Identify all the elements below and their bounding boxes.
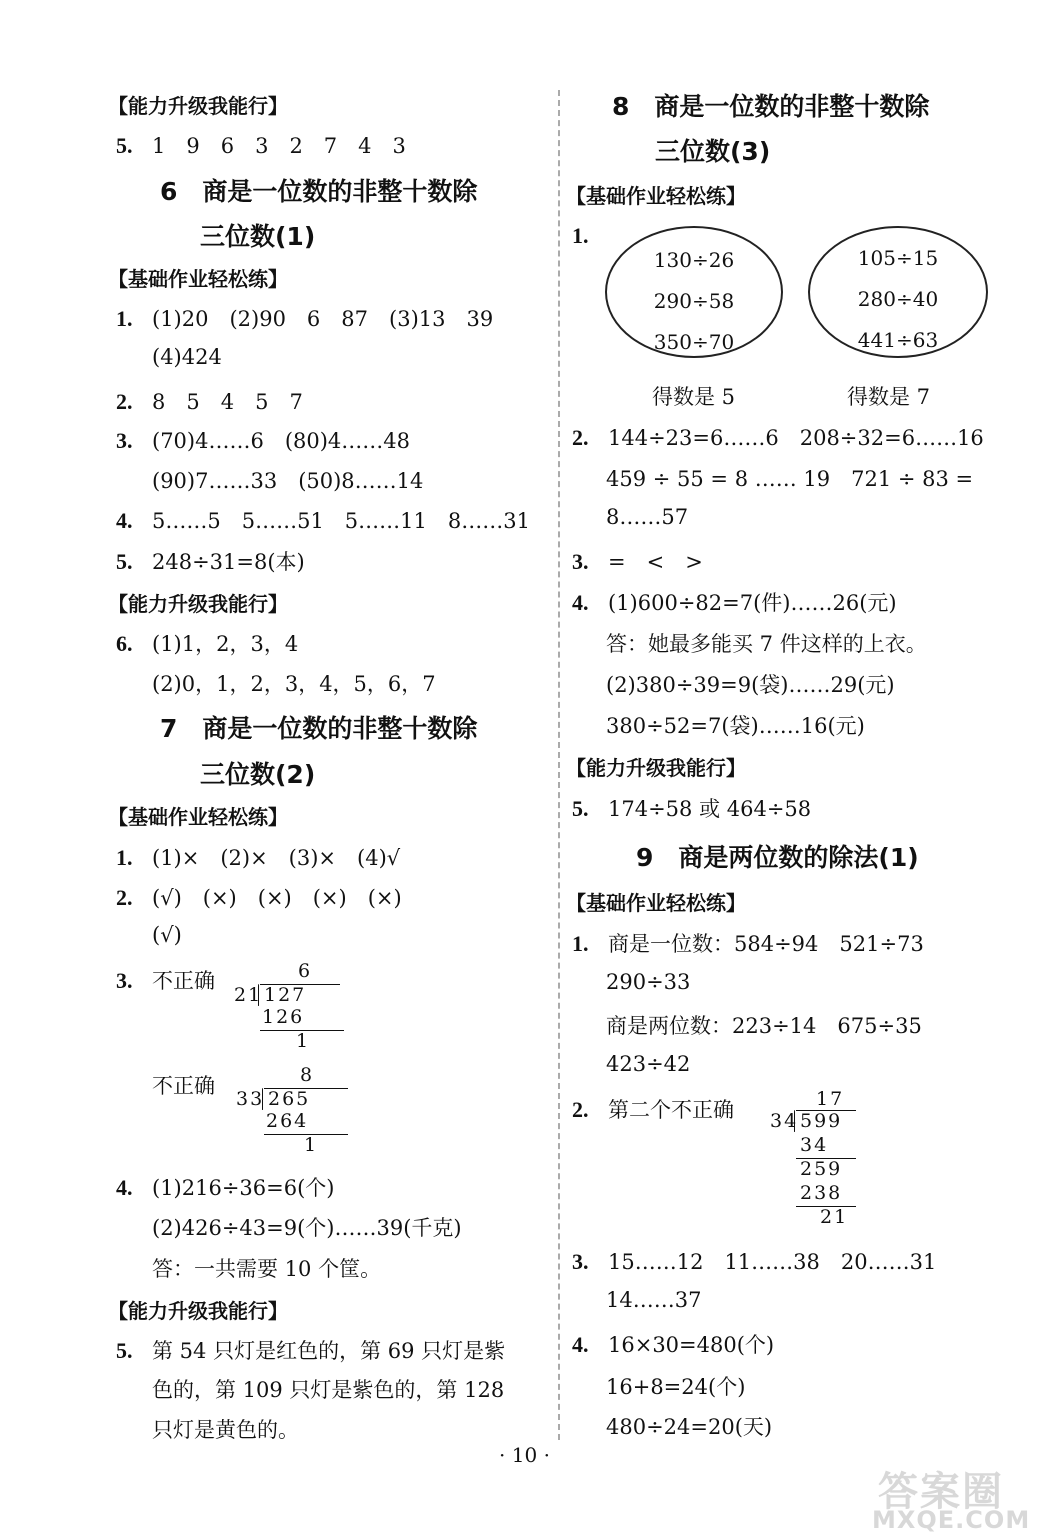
dividend: 599 <box>800 1110 843 1132</box>
section-header: 【基础作业轻松练】 <box>108 805 288 829</box>
group-ellipse-b: 105÷15 280÷40 441÷63 <box>808 226 988 358</box>
question-2-cont: 8……57 <box>606 505 689 529</box>
divisor: 33 <box>236 1088 265 1110</box>
section-header: 【基础作业轻松练】 <box>566 184 746 208</box>
watermark-text: 答案圈 <box>878 1469 1004 1515</box>
question-3: 3. 不正确 <box>116 968 215 993</box>
quotient: 6 <box>298 960 313 982</box>
chapter-title: 8 商是一位数的非整十数除 <box>612 92 930 121</box>
question-3-cont: (90)7……33 (50)8……14 <box>152 469 424 493</box>
question-1-cont: 423÷42 <box>606 1052 691 1076</box>
section-header: 【能力升级我能行】 <box>566 756 746 780</box>
question-4: 4. (1)216÷36=6(个) <box>116 1175 335 1200</box>
step: 238 <box>800 1182 843 1204</box>
question-5-cont: 只灯是黄色的。 <box>152 1418 299 1442</box>
long-division-a <box>232 960 342 1056</box>
watermark-logo <box>868 1460 1048 1536</box>
quotient: 17 <box>816 1088 845 1110</box>
question-1: 1. (1)20 (2)90 6 87 (3)13 39 <box>116 306 494 331</box>
chapter-title-cont: 三位数(2) <box>200 760 316 789</box>
question-4-answer: 答：一共需要 10 个筐。 <box>152 1257 382 1281</box>
question-5: 5. 248÷31=8(本) <box>116 549 305 574</box>
page-number: · 10 · <box>499 1443 550 1467</box>
divisor: 21 <box>234 984 263 1006</box>
caption-a: 得数是 5 <box>652 385 736 409</box>
question-3: 3. (70)4……6 (80)4……48 <box>116 428 411 453</box>
remainder: 21 <box>820 1206 849 1228</box>
remainder: 1 <box>304 1134 319 1156</box>
section-header: 【能力升级我能行】 <box>108 94 288 118</box>
question-1: 1. <box>572 223 589 248</box>
chapter-title-cont: 三位数(3) <box>655 137 771 166</box>
step: 259 <box>800 1158 843 1180</box>
chapter-title-cont: 三位数(1) <box>200 222 316 251</box>
section-header: 【能力升级我能行】 <box>108 592 288 616</box>
question-5: 5. 第 54 只灯是红色的，第 69 只灯是紫 <box>116 1338 506 1363</box>
section-header: 【能力升级我能行】 <box>108 1299 288 1323</box>
group-ellipse-a: 130÷26 290÷58 350÷70 <box>605 226 783 358</box>
question-3-cont: 14……37 <box>606 1288 702 1312</box>
chapter-title: 9 商是两位数的除法(1) <box>636 843 919 872</box>
question-4-cont: (2)380÷39=9(袋)……29(元) <box>606 673 895 697</box>
dividend: 127 <box>264 984 307 1006</box>
chapter-title: 7 商是一位数的非整十数除 <box>160 714 478 743</box>
question-4-cont: (2)426÷43=9(个)……39(千克) <box>152 1216 462 1240</box>
question-4-answer: 答：她最多能买 7 件这样的上衣。 <box>606 632 927 656</box>
quotient: 8 <box>300 1064 315 1086</box>
question-4: 4. 5……5 5……51 5……11 8……31 <box>116 508 530 533</box>
question-4-cont: 380÷52=7(袋)……16(元) <box>606 714 865 738</box>
column-divider <box>558 90 560 1440</box>
product: 264 <box>266 1110 309 1132</box>
question-2-cont: (√) <box>152 923 182 947</box>
step: 34 <box>800 1134 829 1156</box>
section-header: 【基础作业轻松练】 <box>108 267 288 291</box>
question-3: 3. 15……12 11……38 20……31 <box>572 1249 937 1274</box>
question-3: 3. = < > <box>572 549 703 574</box>
dividend: 265 <box>268 1088 311 1110</box>
question-5: 5. 1 9 6 3 2 7 4 3 <box>116 133 406 158</box>
question-3-label: 不正确 <box>152 1074 215 1098</box>
question-1: 1. 商是一位数：584÷94 521÷73 <box>572 931 924 956</box>
long-division-b <box>236 1064 346 1160</box>
question-1-cont: 商是两位数：223÷14 675÷35 <box>606 1014 922 1038</box>
question-2-cont: 459 ÷ 55 = 8 …… 19 721 ÷ 83 = <box>606 467 974 491</box>
question-1: 1. (1)× (2)× (3)× (4)√ <box>116 845 401 870</box>
watermark-url: MXQE.COM <box>872 1506 1031 1534</box>
question-4: 4. (1)600÷82=7(件)……26(元) <box>572 590 897 615</box>
long-division-c <box>770 1088 866 1238</box>
question-1-cont: 290÷33 <box>606 970 691 994</box>
question-2: 2. 144÷23=6……6 208÷32=6……16 <box>572 425 984 450</box>
question-4-cont: 480÷24=20(天) <box>606 1415 773 1439</box>
section-header: 【基础作业轻松练】 <box>566 891 746 915</box>
question-5: 5. 174÷58 或 464÷58 <box>572 796 812 821</box>
question-6: 6. (1)1，2，3，4 <box>116 631 299 656</box>
product: 126 <box>262 1006 305 1028</box>
chapter-title: 6 商是一位数的非整十数除 <box>160 177 478 206</box>
remainder: 1 <box>296 1030 311 1052</box>
question-5-cont: 色的，第 109 只灯是紫色的，第 128 <box>152 1378 505 1402</box>
question-2: 2. 第二个不正确 <box>572 1097 734 1122</box>
divisor: 34 <box>770 1110 799 1132</box>
question-2: 2. 8 5 4 5 7 <box>116 389 303 414</box>
caption-b: 得数是 7 <box>847 385 931 409</box>
question-6-cont: (2)0，1，2，3，4，5，6，7 <box>152 672 436 696</box>
question-1-cont: (4)424 <box>152 345 222 369</box>
question-4: 4. 16×30=480(个) <box>572 1332 775 1357</box>
question-4-cont: 16+8=24(个) <box>606 1375 746 1399</box>
question-2: 2. (√) (×) (×) (×) (×) <box>116 885 402 910</box>
